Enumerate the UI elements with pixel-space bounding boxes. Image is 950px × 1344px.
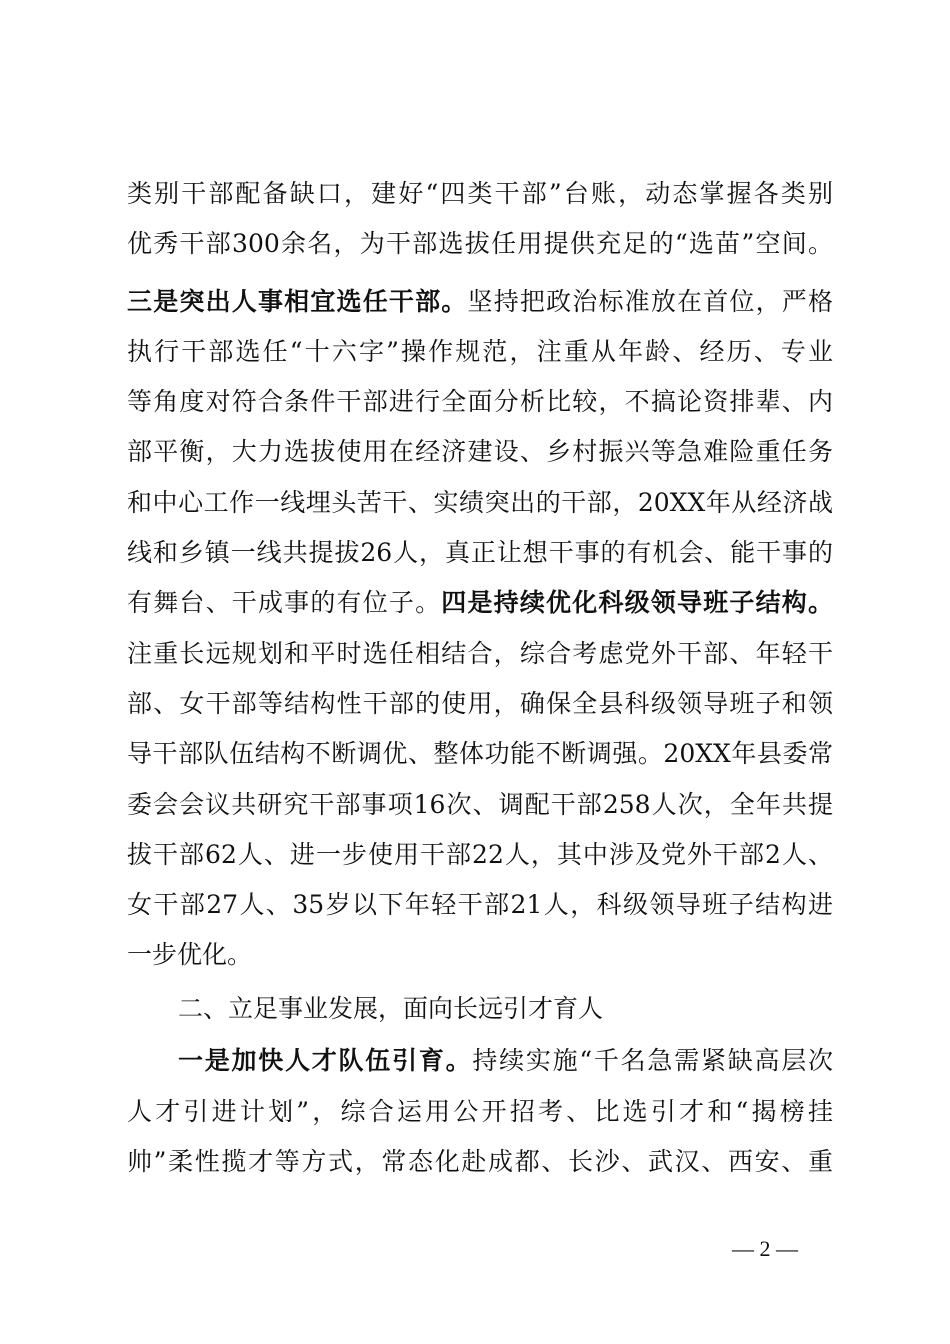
text-line: 委会会议共研究干部事项16次、调配干部258人次，全年共提	[127, 790, 833, 819]
text-line: 一步优化。	[127, 940, 253, 969]
text-line: 人才引进计划”，综合运用公开招考、比选引才和“揭榜挂	[127, 1097, 833, 1126]
text-line: 帅”柔性揽才等方式，常态化赴成都、长沙、武汉、西安、重	[127, 1147, 833, 1176]
bold-lead: 四是持续优化科级领导班子结构。	[441, 588, 833, 617]
text-line: 注重长远规划和平时选任相结合，综合考虑党外干部、年轻干	[127, 639, 833, 668]
text-line: 三是突出人事相宜选任干部。坚持把政治标准放在首位，严格	[127, 287, 833, 316]
text-line: 一是加快人才队伍引育。持续实施“千名急需紧缺高层次	[178, 1046, 833, 1075]
text-line: 拔干部62人、进一步使用干部22人，其中涉及党外干部2人、	[127, 840, 833, 869]
text-line: 执行干部选任“十六字”操作规范，注重从年龄、经历、专业	[127, 337, 833, 366]
text-line: 类别干部配备缺口，建好“四类干部”台账，动态掌握各类别	[127, 179, 833, 208]
text-line: 线和乡镇一线共提拔26人，真正让想干事的有机会、能干事的	[127, 538, 833, 567]
text-line: 和中心工作一线埋头苦干、实绩突出的干部，20XX年从经济战	[127, 488, 833, 517]
text-line: 优秀干部300余名，为干部选拔任用提供充足的“选苗”空间。	[127, 229, 833, 258]
text-line: 等角度对符合条件干部进行全面分析比较，不搞论资排辈、内	[127, 387, 833, 416]
page-number: — 2 —	[732, 1236, 798, 1261]
text-line: 部平衡，大力选拔使用在经济建设、乡村振兴等急难险重任务	[127, 437, 833, 466]
text-line: 部、女干部等结构性干部的使用，确保全县科级领导班子和领	[127, 689, 833, 718]
text-line: 导干部队伍结构不断调优、整体功能不断调强。20XX年县委常	[127, 739, 833, 768]
text-line: 女干部27人、35岁以下年轻干部21人，科级领导班子结构进	[127, 890, 833, 919]
bold-lead: 一是加快人才队伍引育。	[178, 1046, 473, 1075]
section-heading: 二、立足事业发展，面向长远引才育人	[178, 994, 604, 1023]
bold-lead: 三是突出人事相宜选任干部。	[127, 287, 468, 316]
text-line: 有舞台、干成事的有位子。四是持续优化科级领导班子结构。	[127, 588, 833, 617]
